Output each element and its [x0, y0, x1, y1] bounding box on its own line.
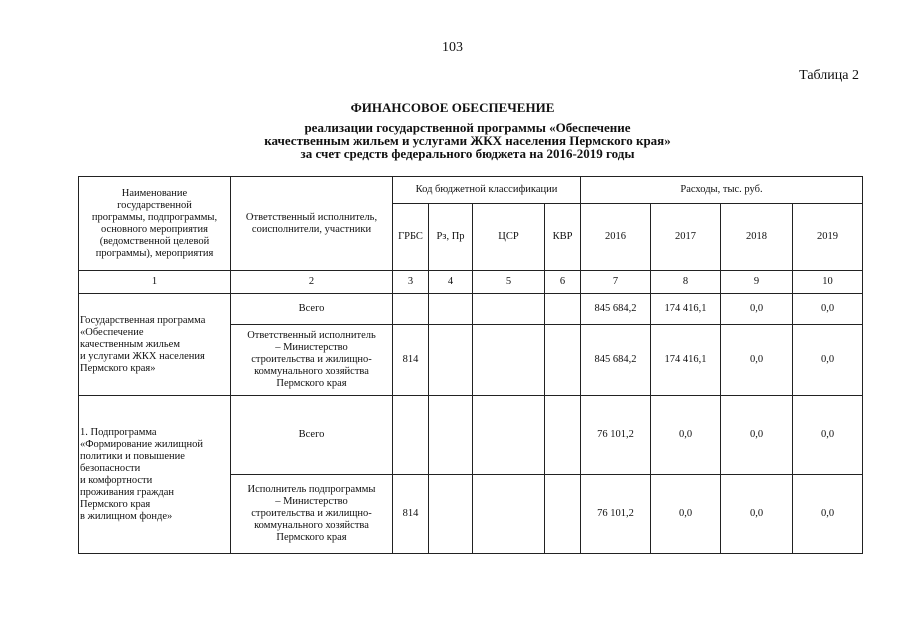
cell-2018: 0,0: [721, 325, 793, 396]
header-line: государственной: [117, 199, 192, 211]
row-name-line: «Формирование жилищной: [80, 438, 203, 450]
subtitle-line: реализации государственной программы «Обеспечение: [304, 120, 631, 135]
row-name: [79, 294, 231, 396]
column-number: 8: [651, 271, 721, 294]
row-executor-line: – Министерство: [275, 496, 348, 507]
row-name-line: и комфортности: [80, 474, 153, 486]
row-executor: Всего: [231, 294, 393, 325]
row-executor-line: Пермского края: [276, 378, 347, 389]
column-number-row: [79, 271, 863, 294]
subtitle-line: качественным жильем и услугами ЖКХ населения Пермского края»: [264, 133, 671, 148]
row-name-line: Пермского края»: [80, 362, 156, 374]
row-name-line: в жилищном фонде»: [80, 510, 173, 522]
row-executor-line: – Министерство: [275, 342, 348, 353]
header-name: [79, 177, 231, 271]
header-row: [79, 177, 863, 204]
row-executor-line: коммунального хозяйства: [254, 520, 369, 531]
cell-grbs: [393, 396, 429, 475]
column-number: 9: [721, 271, 793, 294]
cell-rzpr: [429, 396, 473, 475]
cell-csr: [473, 396, 545, 475]
column-number: 7: [581, 271, 651, 294]
header-line: (ведомственной целевой: [99, 235, 210, 247]
document-subtitle: [0, 121, 905, 160]
cell-2019: 0,0: [793, 325, 863, 396]
cell-2019: 0,0: [793, 475, 863, 554]
header-executor: [231, 177, 393, 271]
cell-2018: 0,0: [721, 294, 793, 325]
row-name-line: «Обеспечение: [80, 326, 144, 338]
cell-2017: 0,0: [651, 396, 721, 475]
header-kbk-group: Код бюджетной классификации: [393, 177, 581, 204]
cell-grbs: 814: [393, 325, 429, 396]
subtitle-line: за счет средств федерального бюджета на 2016-2019 годы: [300, 146, 635, 161]
cell-rzpr: [429, 325, 473, 396]
header-year-2018: 2018: [721, 204, 793, 271]
header-line: программы), мероприятия: [95, 247, 214, 259]
header-year-2019: 2019: [793, 204, 863, 271]
header-line: Наименование: [121, 187, 188, 199]
row-name-line: и услугами ЖКХ населения: [80, 350, 205, 362]
cell-grbs: [393, 294, 429, 325]
row-executor-line: коммунального хозяйства: [254, 366, 369, 377]
cell-csr: [473, 294, 545, 325]
table-label: Таблица 2: [799, 68, 859, 83]
cell-2016: 845 684,2: [581, 294, 651, 325]
row-name-line: 1. Подпрограмма: [80, 426, 157, 438]
row-name-line: качественным жильем: [80, 338, 180, 350]
cell-2018: 0,0: [721, 396, 793, 475]
cell-rzpr: [429, 294, 473, 325]
cell-2018: 0,0: [721, 475, 793, 554]
header-grbs: ГРБС: [393, 204, 429, 271]
cell-kvr: [545, 396, 581, 475]
row-executor: [231, 325, 393, 396]
row-executor: [231, 475, 393, 554]
row-name-line: проживания граждан: [80, 486, 174, 498]
cell-2016: 845 684,2: [581, 325, 651, 396]
cell-2016: 76 101,2: [581, 475, 651, 554]
header-line: соисполнители, участники: [251, 223, 372, 235]
column-number: 1: [79, 271, 231, 294]
column-number: 6: [545, 271, 581, 294]
cell-2017: 174 416,1: [651, 294, 721, 325]
document-title: ФИНАНСОВОЕ ОБЕСПЕЧЕНИЕ: [350, 100, 555, 115]
cell-2017: 0,0: [651, 475, 721, 554]
column-number: 4: [429, 271, 473, 294]
table-row: [79, 396, 863, 475]
row-executor-line: Ответственный исполнитель: [247, 330, 376, 341]
header-line: программы, подпрограммы,: [91, 211, 218, 223]
spacer: [80, 523, 228, 541]
header-year-2016: 2016: [581, 204, 651, 271]
column-number: 3: [393, 271, 429, 294]
row-executor-line: Пермского края: [276, 532, 347, 543]
cell-kvr: [545, 475, 581, 554]
row-executor-line: строительства и жилищно-: [251, 354, 372, 365]
financing-table: [78, 176, 863, 554]
cell-rzpr: [429, 475, 473, 554]
cell-kvr: [545, 325, 581, 396]
page-number: 103: [442, 40, 463, 55]
row-executor-line: Исполнитель подпрограммы: [247, 484, 376, 495]
header-year-2017: 2017: [651, 204, 721, 271]
row-name-line: безопасности: [80, 462, 141, 474]
header-line: основного мероприятия: [101, 223, 208, 235]
cell-grbs: 814: [393, 475, 429, 554]
row-executor: Всего: [231, 396, 393, 475]
header-expenses-group: Расходы, тыс. руб.: [581, 177, 863, 204]
cell-csr: [473, 325, 545, 396]
row-name-line: Пермского края: [80, 498, 151, 510]
row-name-line: Государственная программа: [80, 314, 206, 326]
header-kvr: КВР: [545, 204, 581, 271]
cell-2019: 0,0: [793, 294, 863, 325]
header-line: Ответственный исполнитель,: [245, 211, 378, 223]
cell-kvr: [545, 294, 581, 325]
header-csr: ЦСР: [473, 204, 545, 271]
row-name: [79, 396, 231, 554]
table-row: [79, 294, 863, 325]
row-executor-line: строительства и жилищно-: [251, 508, 372, 519]
spacer: [80, 409, 228, 427]
cell-2017: 174 416,1: [651, 325, 721, 396]
cell-2016: 76 101,2: [581, 396, 651, 475]
column-number: 10: [793, 271, 863, 294]
column-number: 5: [473, 271, 545, 294]
row-name-line: политики и повышение: [80, 450, 185, 462]
cell-2019: 0,0: [793, 396, 863, 475]
cell-csr: [473, 475, 545, 554]
column-number: 2: [231, 271, 393, 294]
header-rzpr: Рз, Пр: [429, 204, 473, 271]
